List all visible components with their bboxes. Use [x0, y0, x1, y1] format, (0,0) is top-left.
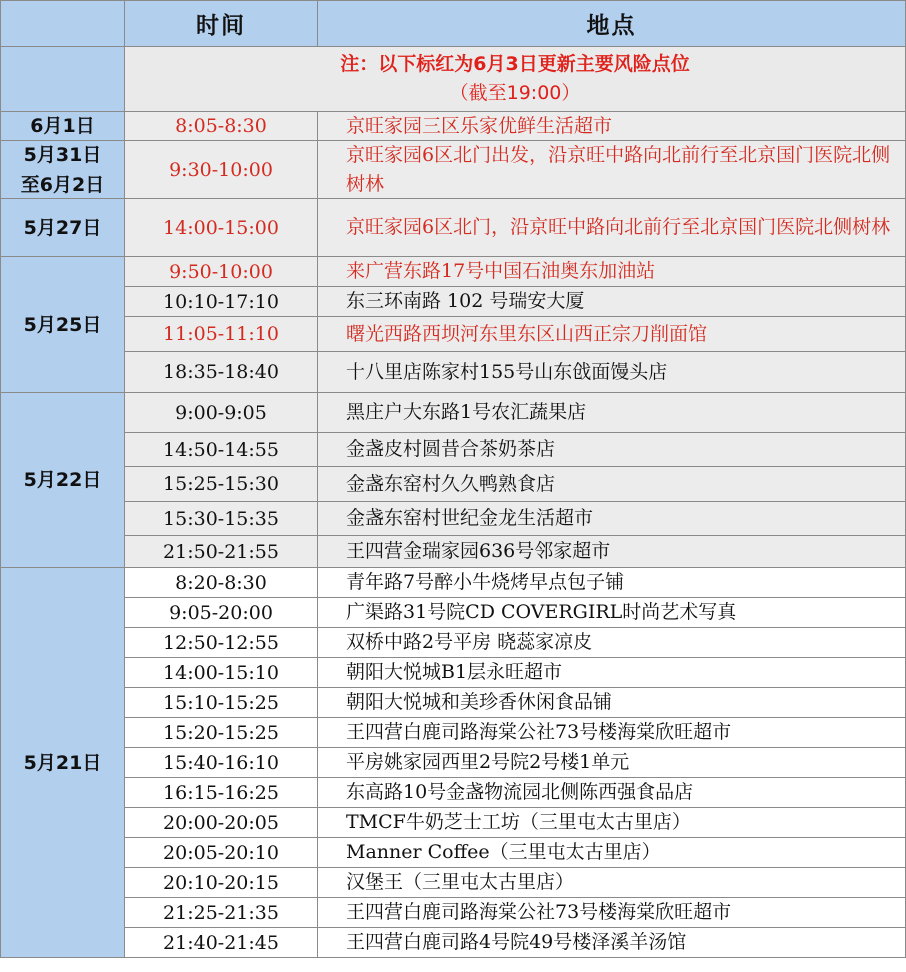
place-cell: [317, 627, 906, 658]
time-cell: 14:50-14:55: [124, 432, 318, 467]
place-cell: [317, 927, 906, 958]
place-text: 京旺家园三区乐家优鲜生活超市: [346, 114, 613, 137]
time-cell: 21:40-21:45: [124, 927, 318, 958]
time-cell: 16:15-16:25: [124, 777, 318, 808]
place-text: 双桥中路2号平房 晓蕊家凉皮: [346, 631, 593, 653]
place-text: 金盏东窑村世纪金龙生活超市: [346, 507, 594, 529]
time-cell: 20:10-20:15: [124, 867, 318, 898]
place-cell: [317, 286, 906, 317]
place-text: 京旺家园6区北门，沿京旺中路向北前行至北京国门医院北侧树林: [346, 216, 891, 238]
time-cell: 9:05-20:00: [124, 597, 318, 628]
header-time: 时间: [124, 0, 318, 47]
place-text: 广渠路31号院CD COVERGIRL时尚艺术写真: [346, 601, 737, 623]
note-blank-cell: [0, 46, 125, 112]
place-text: 来广营东路17号中国石油奥东加油站: [346, 260, 656, 282]
time-cell: 15:30-15:35: [124, 501, 318, 536]
date-cell: 5月22日: [0, 392, 125, 568]
place-cell: [317, 747, 906, 778]
place-cell: [317, 466, 906, 502]
time-cell: 15:25-15:30: [124, 466, 318, 502]
place-cell: [317, 140, 906, 199]
place-cell: [317, 867, 906, 898]
place-cell: [317, 501, 906, 536]
date-cell: 5月31日 至6月2日: [0, 140, 125, 199]
place-text: 王四营白鹿司路4号院49号楼泽溪羊汤馆: [346, 931, 687, 953]
place-cell: [317, 432, 906, 467]
place-text: 东高路10号金盏物流园北侧陈西强食品店: [346, 781, 694, 803]
time-cell: 15:10-15:25: [124, 687, 318, 718]
place-text: 王四营金瑞家园636号邻家超市: [346, 540, 611, 562]
date-cell: 5月27日: [0, 198, 125, 257]
place-text: 平房姚家园西里2号院2号楼1单元: [346, 751, 630, 773]
place-text: 曙光西路西坝河东里东区山西正宗刀削面馆: [346, 322, 708, 345]
update-note: [124, 46, 906, 112]
place-text: Manner Coffee（三里屯太古里店）: [346, 841, 661, 863]
place-text: 东三环南路 102 号瑞安大厦: [346, 290, 585, 312]
time-cell: 11:05-11:10: [124, 316, 318, 352]
time-cell: 15:40-16:10: [124, 747, 318, 778]
date-cell: 6月1日: [0, 111, 125, 141]
place-text: TMCF牛奶芝士工坊（三里屯太古里店）: [346, 811, 691, 833]
place-text: 十八里店陈家村155号山东戗面馒头店: [346, 360, 668, 383]
time-cell: 14:00-15:10: [124, 657, 318, 688]
place-text: 金盏东窑村久久鸭熟食店: [346, 472, 556, 495]
place-cell: [317, 256, 906, 287]
place-cell: [317, 657, 906, 688]
time-cell: 10:10-17:10: [124, 286, 318, 317]
place-cell: [317, 392, 906, 433]
time-cell: 20:05-20:10: [124, 837, 318, 868]
header-blank-cell: [0, 0, 125, 47]
place-text: 金盏皮村圆昔合茶奶茶店: [346, 438, 556, 460]
time-cell: 12:50-12:55: [124, 627, 318, 658]
time-cell: 14:00-15:00: [124, 198, 318, 257]
time-cell: 18:35-18:40: [124, 351, 318, 393]
place-text: 王四营白鹿司路海棠公社73号楼海棠欣旺超市: [346, 721, 732, 743]
time-cell: 9:50-10:00: [124, 256, 318, 287]
place-cell: [317, 717, 906, 748]
date-cell: 5月25日: [0, 256, 125, 393]
note-line-2: （截至19:00）: [449, 82, 581, 104]
time-cell: 9:00-9:05: [124, 392, 318, 433]
place-text: 京旺家园6区北门出发，沿京旺中路向北前行至北京国门医院北侧树林: [346, 143, 891, 195]
place-text: 朝阳大悦城B1层永旺超市: [346, 661, 563, 683]
place-cell: [317, 837, 906, 868]
date-cell: 5月21日: [0, 567, 125, 958]
time-cell: 9:30-10:00: [124, 140, 318, 199]
time-cell: 20:00-20:05: [124, 807, 318, 838]
time-cell: 21:25-21:35: [124, 897, 318, 928]
header-place: 地点: [317, 0, 906, 47]
place-text: 黑庄户大东路1号农汇蔬果店: [346, 401, 587, 423]
place-text: 王四营白鹿司路海棠公社73号楼海棠欣旺超市: [346, 901, 732, 923]
place-cell: [317, 687, 906, 718]
place-cell: [317, 316, 906, 352]
place-text: 朝阳大悦城和美珍香休闲食品铺: [346, 691, 613, 713]
place-cell: [317, 897, 906, 928]
place-cell: [317, 535, 906, 568]
place-text: 汉堡王（三里屯太古里店）: [346, 871, 575, 893]
time-cell: 21:50-21:55: [124, 535, 318, 568]
place-cell: [317, 111, 906, 141]
place-text: 青年路7号醉小牛烧烤早点包子铺: [346, 571, 625, 593]
note-line-1: 注：以下标红为6月3日更新主要风险点位: [340, 53, 690, 75]
place-cell: [317, 198, 906, 257]
place-cell: [317, 807, 906, 838]
place-cell: [317, 777, 906, 808]
place-cell: [317, 351, 906, 393]
time-cell: 8:05-8:30: [124, 111, 318, 141]
place-cell: [317, 567, 906, 598]
time-cell: 15:20-15:25: [124, 717, 318, 748]
time-cell: 8:20-8:30: [124, 567, 318, 598]
place-cell: [317, 597, 906, 628]
